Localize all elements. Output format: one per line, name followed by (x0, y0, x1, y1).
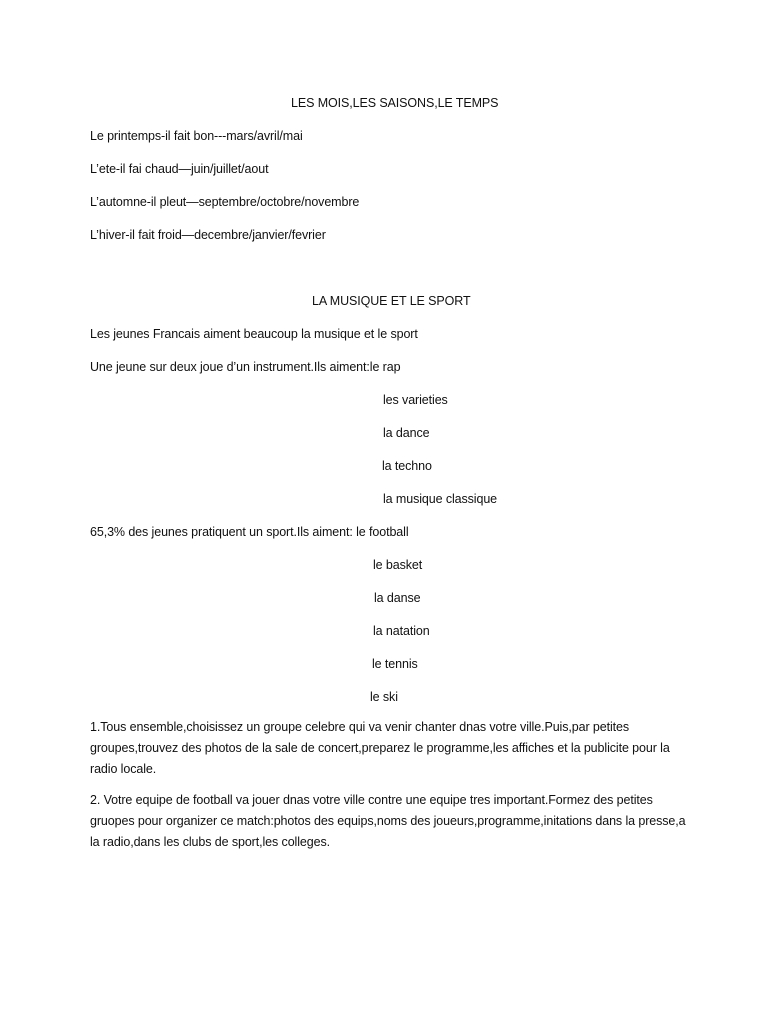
sport-item: le tennis (372, 657, 418, 671)
section-title-months-seasons-weather: LES MOIS,LES SAISONS,LE TEMPS (291, 96, 499, 110)
exercise-paragraph-2: 2. Votre equipe de football va jouer dnas votre ville contre une equipe tres important.Formez des petites gruopes pour organizer ce match:photos des equips,noms des joueurs,programme,initations dans la presse,a la radio,dans les clubs de sport,les colleges. (90, 793, 686, 849)
sport-item: le ski (370, 690, 398, 704)
music-item: la techno (382, 459, 432, 473)
music-sport-intro: Les jeunes Francais aiment beaucoup la musique et le sport (90, 327, 418, 341)
sport-item: la danse (374, 591, 421, 605)
season-line-autumn: L’automne-il pleut—septembre/octobre/novembre (90, 195, 360, 209)
music-lead-line: Une jeune sur deux joue d’un instrument.Ils aiment:le rap (90, 360, 401, 374)
season-line-spring: Le printemps-il fait bon---mars/avril/mai (90, 129, 303, 143)
music-item: les varieties (383, 393, 448, 407)
sport-item: la natation (373, 624, 430, 638)
exercise-paragraph-1: 1.Tous ensemble,choisissez un groupe celebre qui va venir chanter dnas votre ville.Puis,par petites groupes,trouvez des photos de la sale de concert,preparez le programme,les affiches et la publicite pour la radio locale. (90, 720, 670, 776)
sport-item: le basket (373, 558, 423, 572)
music-item: la dance (383, 426, 430, 440)
season-line-winter: L’hiver-il fait froid—decembre/janvier/fevrier (90, 228, 326, 242)
season-line-summer: L’ete-il fai chaud—juin/juillet/aout (90, 162, 269, 176)
section-title-music-sport: LA MUSIQUE ET LE SPORT (312, 294, 471, 308)
music-item: la musique classique (383, 492, 498, 506)
sport-lead-line: 65,3% des jeunes pratiquent un sport.Ils aiment: le football (90, 525, 409, 539)
